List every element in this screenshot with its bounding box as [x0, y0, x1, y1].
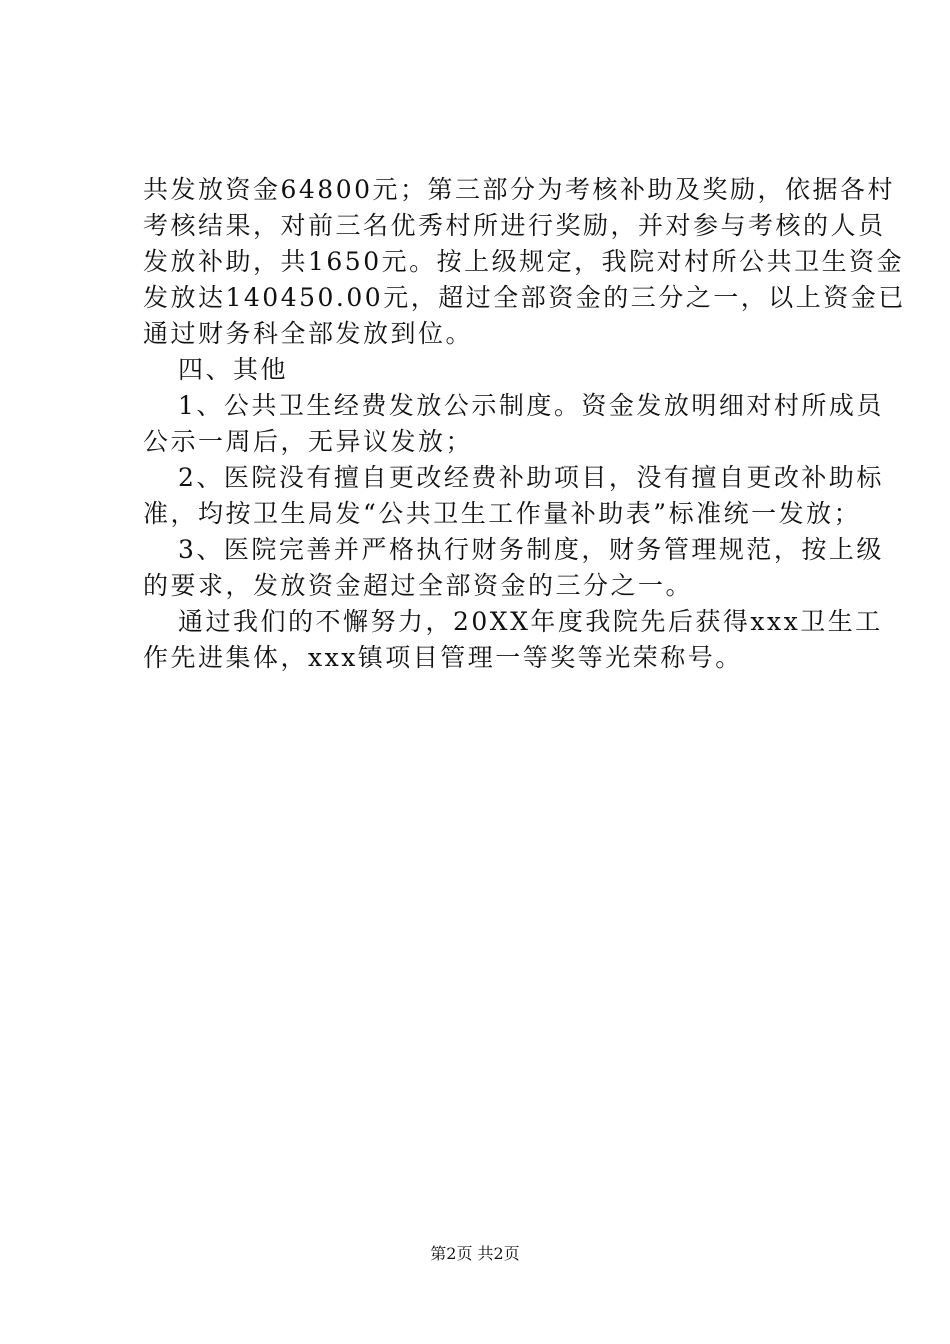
body-text-line: 发放补助，共1650元。按上级规定，我院对村所公共卫生资金: [143, 247, 905, 276]
body-text-line: 1、公共卫生经费发放公示制度。资金发放明细对村所成员: [178, 391, 884, 420]
section-heading: 四、其他: [178, 355, 289, 384]
body-text-line: 通过财务科全部发放到位。: [143, 319, 474, 348]
body-text-line: 通过我们的不懈努力，20XX年度我院先后获得xxx卫生工: [178, 607, 883, 636]
body-text-line: 的要求，发放资金超过全部资金的三分之一。: [143, 571, 694, 600]
body-text-line: 2、医院没有擅自更改经费补助项目，没有擅自更改补助标: [178, 463, 884, 492]
body-text-line: 考核结果，对前三名优秀村所进行奖励，并对参与考核的人员: [143, 211, 886, 240]
body-text-line: 公示一周后，无异议发放；: [143, 427, 474, 456]
page-number-footer: 第2页 共2页: [430, 1244, 520, 1263]
body-text-line: 发放达140450.00元，超过全部资金的三分之一，以上资金已: [143, 283, 906, 312]
body-text-line: 共发放资金64800元；第三部分为考核补助及奖励，依据各村: [143, 175, 896, 204]
body-text-line: 3、医院完善并严格执行财务制度，财务管理规范，按上级: [178, 535, 884, 564]
body-text-line: 作先进集体，xxx镇项目管理一等奖等光荣称号。: [143, 643, 743, 672]
body-text-line: 准，均按卫生局发“公共卫生工作量补助表”标准统一发放；: [143, 499, 862, 528]
